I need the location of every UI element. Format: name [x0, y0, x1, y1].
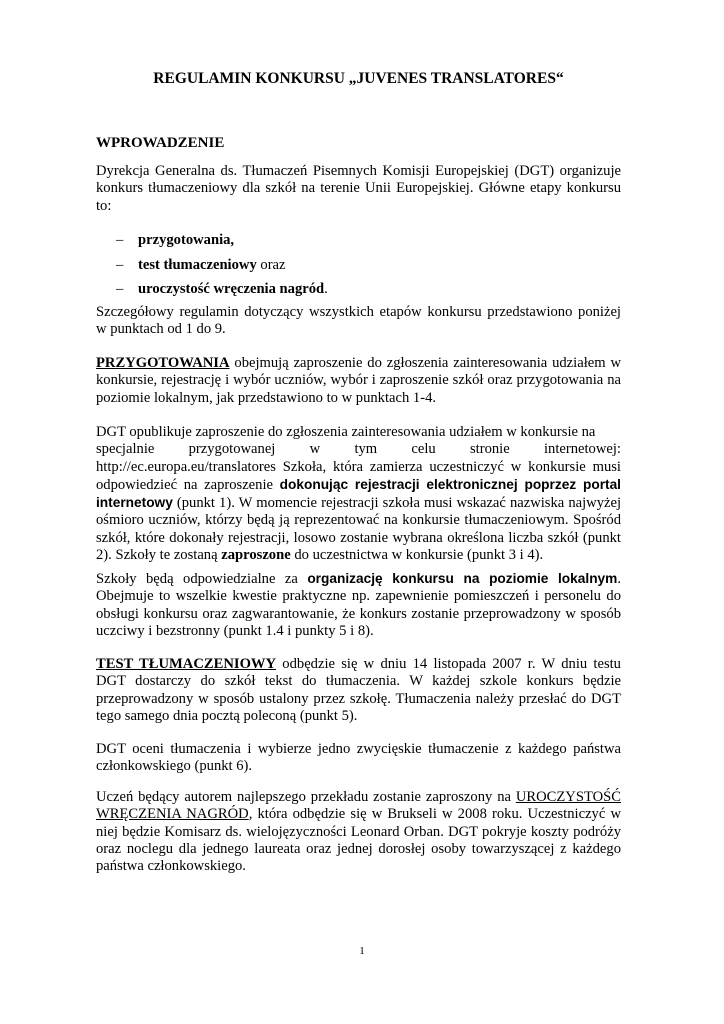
- list-item: [116, 232, 616, 257]
- stages-list: [116, 232, 616, 306]
- evaluation-paragraph: DGT oceni tłumaczenia i wybierze jedno zwycięskie tłumaczenie z każdego państwa członkowskiego (punkt 6).: [96, 741, 621, 775]
- list-item: – test tłumaczeniowy oraz: [116, 257, 616, 282]
- invited-emphasis: zaproszone: [221, 547, 291, 564]
- test-term: TEST TŁUMACZENIOWY: [96, 656, 277, 672]
- document-title: REGULAMIN KONKURSU „JUVENES TRANSLATORES“: [153, 70, 564, 87]
- dgt-publication-paragraph: [96, 424, 621, 564]
- publication-body: http://ec.europa.eu/translatores Szkoła, która zamierza uczestniczyć w konkursie musi odpowiedzieć na zaproszenie dokonując rejestracji elektronicznej poprzez portal internetowy (punkt 1). W momencie rejestracji szkoła musi wskazać nazwiska najwyżej ośmioro uczniów, którzy będą ją reprezentować na konkursie tłumaczeniowym. Spośród szkół, które dokonały rejestracji, losowo zostanie wybrana określona liczba szkół (punkt 2). Szkoły te zostaną zaproszone do uczestnictwa w konkursie (punkt 3 i 4).: [96, 458, 621, 564]
- page-number: 1: [359, 945, 365, 957]
- list-item-bold: uroczystość wręczenia nagród: [138, 281, 325, 297]
- bullet-dash: –: [116, 232, 124, 248]
- detail-paragraph: Szczegółowy regulamin dotyczący wszystkich etapów konkursu przedstawiono poniżej w punktach od 1 do 9.: [96, 304, 621, 338]
- intro-paragraph: Dyrekcja Generalna ds. Tłumaczeń Pisemnych Komisji Europejskiej (DGT) organizuje konkurs tłumaczeniowy dla szkół na terenie Unii Europejskiej. Główne etapy konkursu to:: [96, 163, 621, 214]
- list-item-bold: test tłumaczeniowy: [138, 256, 257, 273]
- list-item-bold: przygotowania,: [138, 232, 235, 248]
- organization-emphasis: organizację konkursu na poziomie lokalnym: [307, 571, 618, 586]
- bullet-dash: –: [116, 281, 124, 297]
- portal-url-link[interactable]: http://ec.europa.eu/translatores: [96, 458, 276, 475]
- publication-line-2: specjalnie przygotowanej w tym celu stronie internetowej:: [96, 441, 621, 458]
- test-paragraph: TEST TŁUMACZENIOWY odbędzie się w dniu 14 listopada 2007 r. W dniu testu DGT dostarczy do szkół tekst do tłumaczenia. W każdej szkole konkurs będzie przeprowadzony w sposób ustalony przez szkołę. Tłumaczenia należy przesłać do DGT tego samego dnia pocztą poleconą (punkt 5).: [96, 656, 621, 724]
- schools-paragraph: Szkoły będą odpowiedzialne za organizację konkursu na poziomie lokalnym. Obejmuje to wszelkie kwestie praktyczne np. zapewnienie pomieszczeń i personelu do obsługi konkursu oraz zagwarantowanie, że konkurs zostanie przeprowadzony w sposób uczciwy i bezstronny (punkt 1.4 i punkty 5 i 8).: [96, 571, 621, 639]
- ceremony-term: UROCZYSTOŚĆ WRĘCZENIA NAGRÓD: [96, 789, 621, 823]
- ceremony-paragraph: Uczeń będący autorem najlepszego przekładu zostanie zaproszony na UROCZYSTOŚĆ WRĘCZENIA NAGRÓD, która odbędzie się w Brukseli w 2008 roku. Uczestniczyć w niej będzie Komisarz ds. wielojęzyczności Leonard Orban. DGT pokryje koszty podróży oraz noclegu dla jednego laureata oraz jednej dorosłej osoby towarzyszącej z każdego państwa członkowskiego.: [96, 789, 621, 875]
- bullet-dash: –: [116, 256, 124, 273]
- registration-emphasis: dokonując rejestracji elektronicznej poprzez portal internetowy: [96, 476, 621, 511]
- list-item: – uroczystość wręczenia nagród.: [116, 281, 616, 306]
- preparation-paragraph: PRZYGOTOWANIA obejmują zaproszenie do zgłoszenia zainteresowania udziałem w konkursie, rejestrację i wybór uczniów, wybór i zaproszenie szkół oraz przygotowania na poziomie lokalnym, jak przedstawiono to w punktach 1-4.: [96, 355, 621, 406]
- publication-line-1: DGT opublikuje zaproszenie do zgłoszenia zainteresowania udziałem w konkursie na: [96, 424, 596, 440]
- section-heading: WPROWADZENIE: [96, 135, 225, 151]
- preparation-term: PRZYGOTOWANIA: [96, 355, 230, 371]
